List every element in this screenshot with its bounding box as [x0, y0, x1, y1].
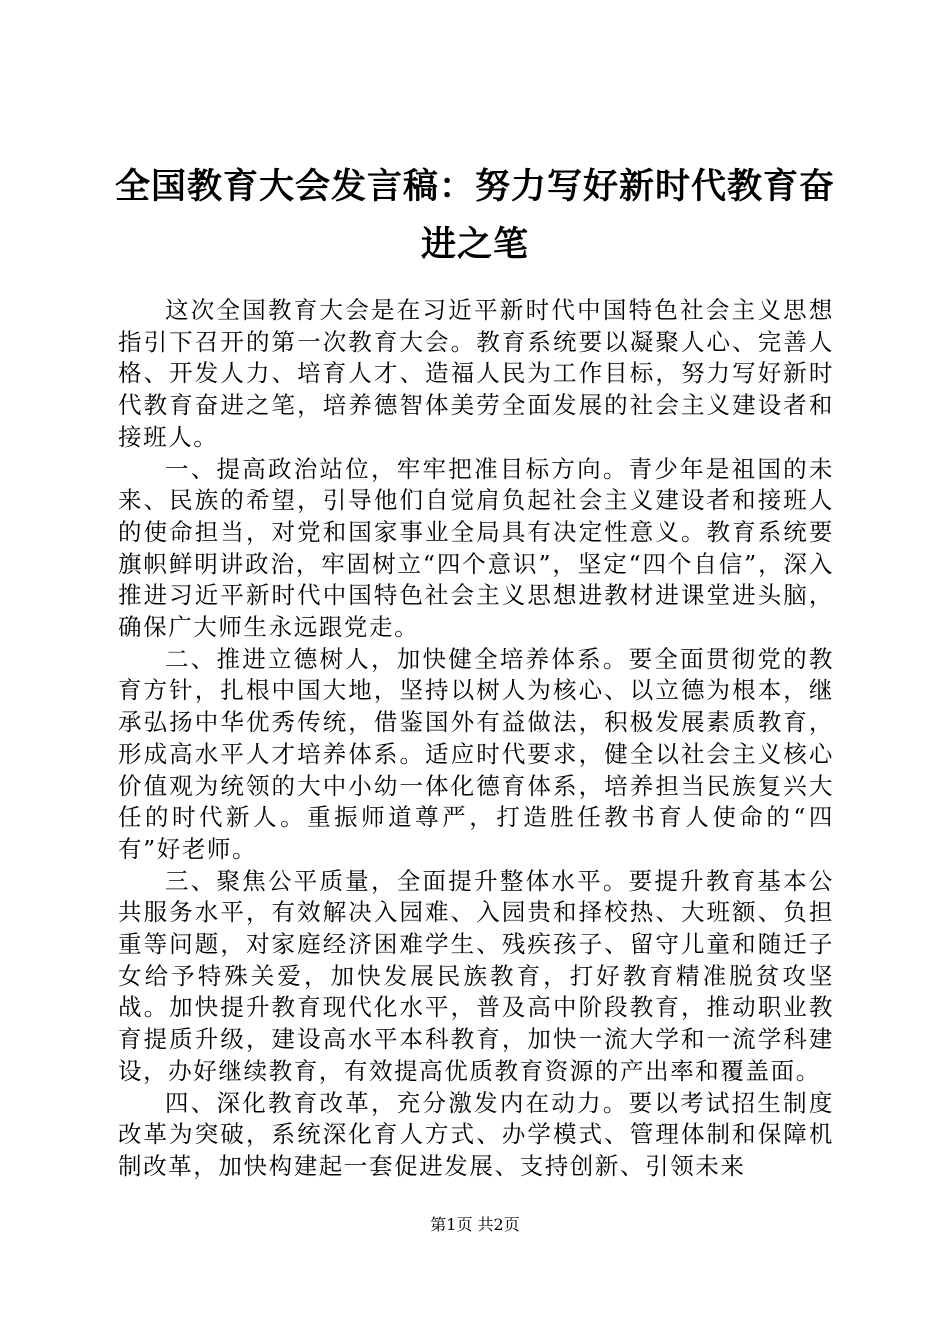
- document-title: 全国教育大会发言稿：努力写好新时代教育奋进之笔: [114, 167, 835, 265]
- paragraph-section-1: 一、提高政治站位，牢牢把准目标方向。青少年是祖国的未来、民族的希望，引导他们自觉肩负起社会主义建设者和接班人的使命担当，对党和国家事业全局具有决定性意义。教育系统要旗帜鲜明讲政治，牢固树立“四个意识”，坚定“四个自信”，深入推进习近平新时代中国特色社会主义思想进教材进课堂进头脑，确保广大师生永远跟党走。: [118, 454, 834, 642]
- page-footer: 第1页 共2页: [430, 1215, 520, 1234]
- paragraph-section-3: 三、聚焦公平质量，全面提升整体水平。要提升教育基本公共服务水平，有效解决入园难、入园贵和择校热、大班额、负担重等问题，对家庭经济困难学生、残疾孩子、留守儿童和随迁子女给予特殊关爱，加快发展民族教育，打好教育精准脱贫攻坚战。加快提升教育现代化水平，普及高中阶段教育，推动职业教育提质升级，建设高水平本科教育，加快一流大学和一流学科建设，办好继续教育，有效提高优质教育资源的产出率和覆盖面。: [118, 866, 834, 1085]
- paragraph-section-4: 四、深化教育改革，充分激发内在动力。要以考试招生制度改革为突破，系统深化育人方式、办学模式、管理体制和保障机制改革，加快构建起一套促进发展、支持创新、引领未来: [118, 1088, 834, 1180]
- document-body: [118, 295, 834, 1183]
- paragraph-section-2: 二、推进立德树人，加快健全培养体系。要全面贯彻党的教育方针，扎根中国大地，坚持以树人为核心、以立德为根本，继承弘扬中华优秀传统，借鉴国外有益做法，积极发展素质教育，形成高水平人才培养体系。适应时代要求，健全以社会主义核心价值观为统领的大中小幼一体化德育体系，培养担当民族复兴大任的时代新人。重振师道尊严，打造胜任教书育人使命的“四有”好老师。: [118, 644, 834, 863]
- paragraph-intro: 这次全国教育大会是在习近平新时代中国特色社会主义思想指引下召开的第一次教育大会。教育系统要以凝聚人心、完善人格、开发人力、培育人才、造福人民为工作目标，努力写好新时代教育奋进之笔，培养德智体美劳全面发展的社会主义建设者和接班人。: [118, 296, 834, 451]
